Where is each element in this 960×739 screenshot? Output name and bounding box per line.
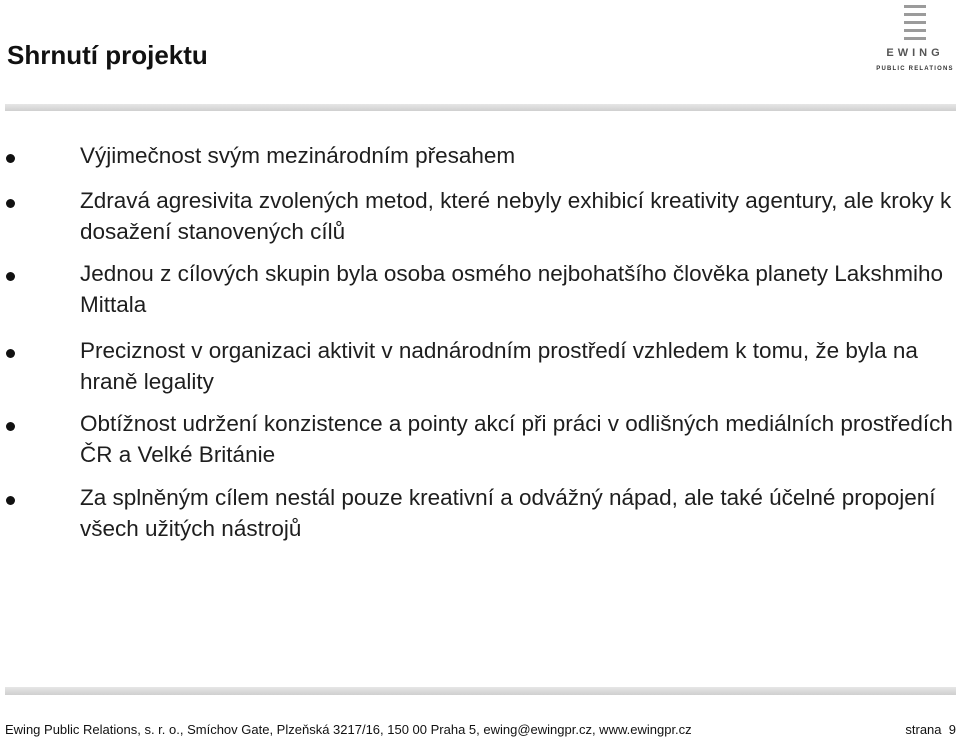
bullet-text: Výjimečnost svým mezinárodním přesahem bbox=[80, 143, 516, 168]
top-divider bbox=[5, 104, 956, 111]
bullet-text: Jednou z cílových skupin byla osoba osmého nejbohatšího člověka planety Lakshmiho Mittala bbox=[80, 261, 944, 317]
logo-name: EWING bbox=[886, 47, 944, 59]
bullet-text: Obtížnost udržení konzistence a pointy akcí při práci v odlišných mediálních prostředích ČR a Velké Británie bbox=[80, 411, 953, 467]
bullet-icon bbox=[6, 154, 15, 163]
bullet-icon bbox=[6, 199, 15, 208]
bullet-icon bbox=[6, 272, 15, 281]
bullet-icon bbox=[6, 496, 15, 505]
bullet-icon bbox=[6, 349, 15, 358]
footer-address: Ewing Public Relations, s. r. o., Smíchov Gate, Plzeňská 3217/16, 150 00 Praha 5, ewing@ewingpr.cz, www.ewingpr.cz bbox=[5, 722, 692, 737]
ewing-logo bbox=[870, 0, 960, 80]
bullet-icon bbox=[6, 422, 15, 431]
page-number bbox=[905, 722, 956, 737]
logo-tagline: PUBLIC RELATIONS bbox=[876, 66, 954, 72]
page-label: strana bbox=[905, 722, 942, 737]
slide-title: Shrnutí projektu bbox=[7, 40, 208, 70]
logo-bars-icon bbox=[904, 5, 926, 45]
page-number-value: 9 bbox=[948, 722, 956, 737]
bullet-text: Za splněným cílem nestál pouze kreativní a odvážný nápad, ale také účelné propojení všech užitých nástrojů bbox=[80, 485, 936, 541]
bullet-text: Preciznost v organizaci aktivit v nadnárodním prostředí vzhledem k tomu, že byla na hraně legality bbox=[80, 338, 918, 394]
bottom-divider bbox=[5, 687, 956, 695]
bullet-text: Zdravá agresivita zvolených metod, které nebyly exhibicí kreativity agentury, ale kroky k dosažení stanovených cílů bbox=[80, 188, 952, 244]
